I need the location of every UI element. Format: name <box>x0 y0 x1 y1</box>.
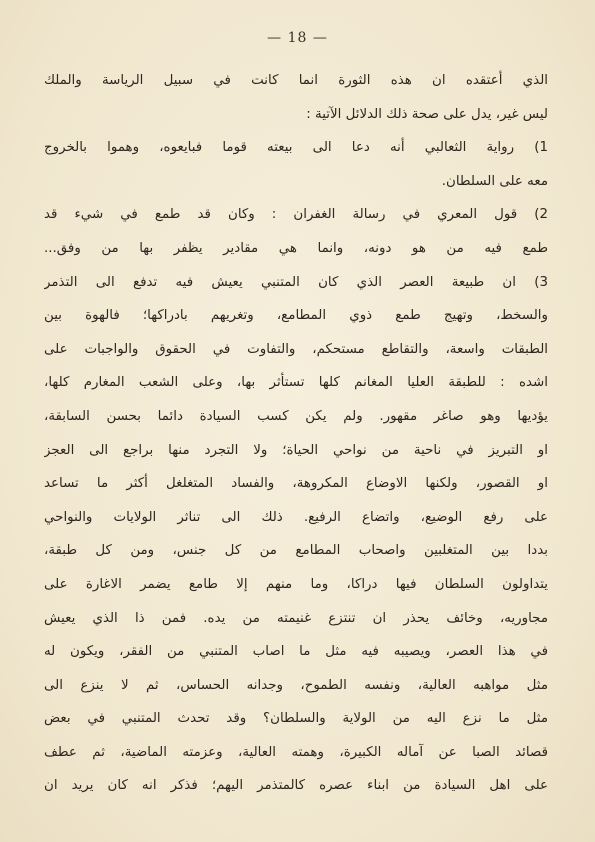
text-line: على اهل السيادة من ابناء عصره كالمتذمر اليهم؛ فذكر انه كان يريد ان <box>44 778 548 794</box>
text-line: في هذا العصر، ويصيبه فيه مثل ما اصاب المتنبي من الفقر، ويكون له <box>44 644 548 660</box>
text-line: 3) ان طبيعة العصر الذي كان المتنبي يعيش فيه تدفع الى التذمر <box>44 274 548 290</box>
text-line: يتداولون السلطان فيها دراكا، وما منهم إلا طامع يضمر الاغارة على <box>44 576 548 592</box>
text-line: اشده : للطبقة العليا المغانم كلها تستأثر بها، وعلى الشعب المغارم كلها، <box>44 375 548 391</box>
text-line: الطبقات واسعة، والتقاطع مستحكم، والتفاوت في الحقوق والواجبات على <box>44 341 548 357</box>
text-line: قصائد الصبا عن آماله الكبيرة، وهمته العالية، وعزمته الماضية، ثم عطف <box>44 744 548 760</box>
body-text <box>44 64 548 803</box>
text-line: ليس غير، يدل على صحة ذلك الدلائل الآتية : <box>306 106 548 122</box>
text-line: على رفع الوضيع، واتضاع الرفيع. ذلك الى تناثر الولايات والنواحي <box>44 509 548 525</box>
text-line: 1) رواية الثعالبي أنه دعا الى بيعته قوما فبايعوه، وهموا بالخروج <box>44 140 548 156</box>
text-line: مثل مواهبه العالية، ونفسه الطموح، وجدانه الحساس، ثم لا ينزع الى <box>44 677 548 693</box>
text-line: بددا بين المتغلبين واصحاب المطامع من كل جنس، ومن كل طبقة، <box>44 543 548 559</box>
text-line: او القصور، ولكنها الاوضاع المكروهة، والفساد المتغلغل أكثر ما تساعد <box>44 476 548 492</box>
text-line: 2) قول المعري في رسالة الغفران : وكان قد طمع في شيء قد <box>44 207 548 223</box>
text-line: والسخط، وتهيج طمع ذوي المطامع، وتغريهم بادراكها؛ فالهوة بين <box>44 308 548 324</box>
text-line: طمع فيه من هو دونه، وانما هي مقادير يظفر بها من وفق... <box>44 240 548 256</box>
text-line: الذي أعتقده ان هذه الثورة انما كانت في سبيل الرياسة والملك <box>44 73 548 88</box>
text-line: مجاوريه، وخائف يحذر ان تنتزع غنيمته من يده. فمن ذا الذي يعيش <box>44 610 548 626</box>
text-line: او التبريز في ناحية من نواحي الحياة؛ ولا التجرد منها براجع الى العجز <box>44 442 548 458</box>
text-line: يؤديها وهو صاغر مقهور. ولم يكن كسب السيادة دائما بحسن السابقة، <box>44 408 548 424</box>
page-number: — 18 — <box>267 30 328 46</box>
text-line: مثل ما نزع اليه من الولاية والسلطان؟ وقد تحدث المتنبي في بعض <box>44 711 548 727</box>
text-line: معه على السلطان. <box>441 173 548 189</box>
